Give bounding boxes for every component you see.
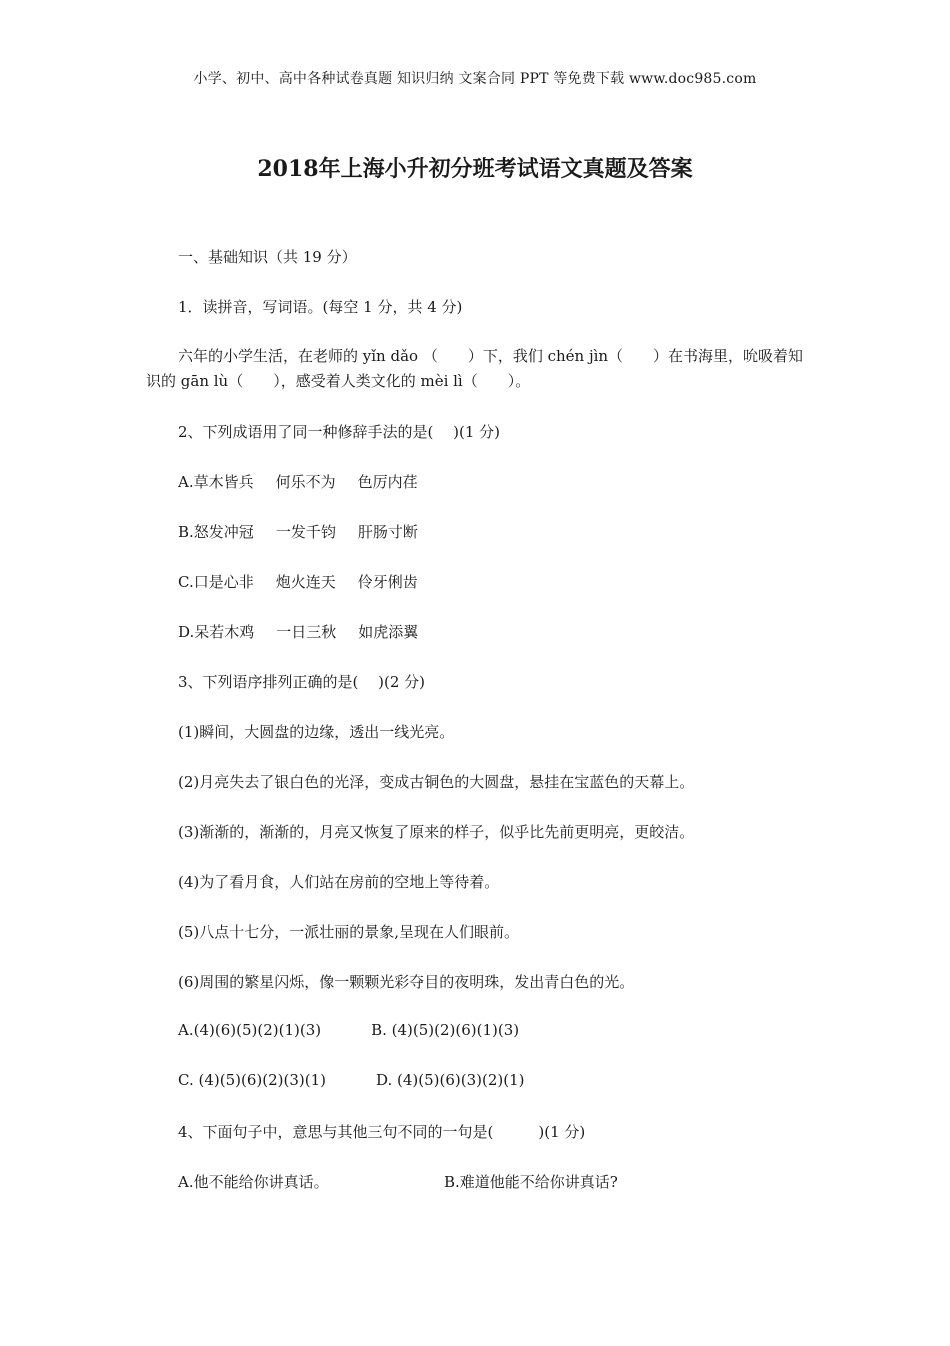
option-item: 怒发冲冠 — [193, 523, 254, 541]
option-label: C. — [178, 573, 194, 591]
question-2-stem: 2、下列成语用了同一种修辞手法的是( )(1 分) — [178, 423, 501, 441]
question-3-sentence: (1)瞬间，大圆盘的边缘，透出一线光亮。 — [178, 723, 455, 741]
option-item: 草木皆兵 — [193, 473, 254, 491]
question-1-stem: 1．读拼音，写词语。(每空 1 分，共 4 分) — [178, 298, 463, 316]
question-3-sentence: (6)周围的繁星闪烁，像一颗颗光彩夺目的夜明珠，发出青白色的光。 — [178, 973, 635, 991]
option-label: D. — [178, 623, 195, 641]
question-4-choice-a: A.他不能给你讲真话。 — [178, 1173, 329, 1191]
page-title: 2018年上海小升初分班考试语文真题及答案 — [257, 156, 693, 182]
option-item: 肝肠寸断 — [357, 523, 418, 541]
question-3-choices-row — [178, 1021, 519, 1039]
option-item: 呆若木鸡 — [194, 623, 255, 641]
choice-c: C. (4)(5)(6)(2)(3)(1) — [178, 1071, 326, 1089]
question-4-stem: 4、下面句子中，意思与其他三句不同的一句是( )(1 分) — [178, 1123, 586, 1141]
option-label: B. — [178, 523, 194, 541]
option-item: 炮火连天 — [275, 573, 336, 591]
option-item: 一发千钧 — [275, 523, 336, 541]
section-heading: 一、基础知识（共 19 分） — [178, 248, 357, 266]
question-3-sentence: (3)渐渐的，渐渐的，月亮又恢复了原来的样子，似乎比先前更明亮，更皎洁。 — [178, 823, 695, 841]
question-3-sentence: (4)为了看月食，人们站在房前的空地上等待着。 — [178, 873, 500, 891]
choice-d: D. (4)(5)(6)(3)(2)(1) — [375, 1071, 525, 1089]
option-item: 何乐不为 — [275, 473, 336, 491]
question-3-stem: 3、下列语序排列正确的是( )(2 分) — [178, 673, 426, 691]
option-item: 伶牙俐齿 — [357, 573, 418, 591]
option-item: 色厉内荏 — [357, 473, 418, 491]
choice-a: A.(4)(6)(5)(2)(1)(3) — [178, 1021, 322, 1039]
question-2-option-c — [178, 571, 418, 592]
question-2-option-b — [178, 521, 418, 542]
question-3-sentence: (2)月亮失去了银白色的光泽，变成古铜色的大圆盘，悬挂在宝蓝色的天幕上。 — [178, 773, 695, 791]
question-3-sentence: (5)八点十七分，一派壮丽的景象,呈现在人们眼前。 — [178, 923, 520, 941]
choice-b: B. (4)(5)(2)(6)(1)(3) — [371, 1021, 520, 1039]
option-item: 一日三秋 — [276, 623, 337, 641]
question-3-choices-row — [178, 1071, 524, 1089]
question-2-option-d — [178, 621, 418, 642]
page-header: 小学、初中、高中各种试卷真题 知识归纳 文案合同 PPT 等免费下载 www.doc985.com — [193, 71, 757, 87]
option-item: 如虎添翼 — [358, 623, 419, 641]
option-label: A. — [178, 473, 194, 491]
question-2-option-a — [178, 471, 418, 492]
option-item: 口是心非 — [193, 573, 254, 591]
question-1-passage: 六年的小学生活，在老师的 yǐn dǎo （ ）下，我们 chén jìn（ ）在书海里，吮吸着知识的 gān lù（ ），感受着人类文化的 mèi lì（ ）。 — [146, 347, 804, 390]
question-4-choice-b: B.难道他能不给你讲真话? — [444, 1173, 618, 1191]
